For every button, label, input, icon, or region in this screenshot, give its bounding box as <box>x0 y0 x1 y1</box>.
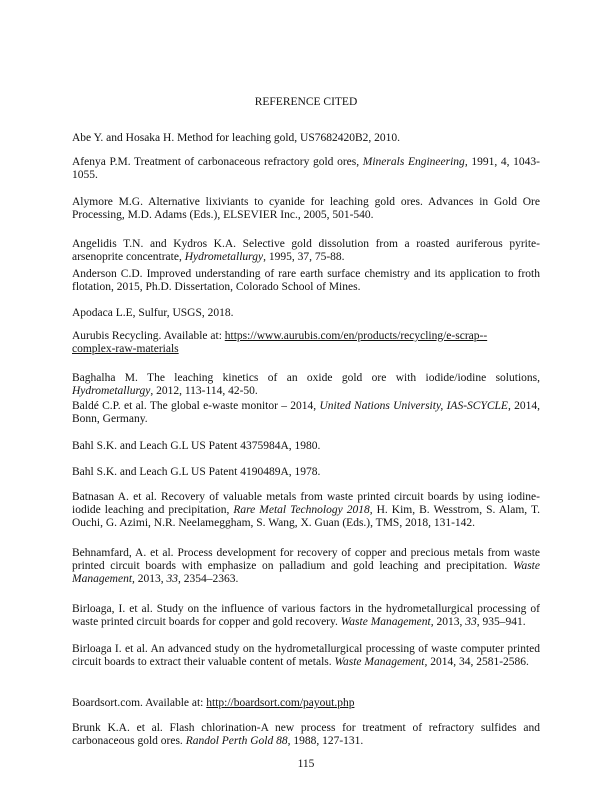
reference-source-italic: Hydrometallurgy <box>184 251 264 263</box>
reference-text: Baghalha M. The leaching kinetics of an oxide gold ore with iodide/iodine solutions, <box>72 372 540 384</box>
reference-text: , 2354–2363. <box>178 573 239 585</box>
reference-source-italic: United Nations University, IAS-SCYCLE <box>319 400 508 412</box>
reference-entry <box>72 156 540 182</box>
reference-text: Anderson C.D. Improved understanding of rare earth surface chemistry and its application to froth flotation, 2015, Ph.D. Dissertation, Colorado School of Mines. <box>72 268 540 293</box>
reference-source-italic: Waste Management, <box>72 560 540 585</box>
reference-text: Angelidis T.N. and Kydros K.A. Selective gold dissolution from a roasted auriferous pyrite-arsenoprite concentrate, <box>72 238 540 263</box>
reference-text: , 2014, Bonn, Germany. <box>72 400 540 425</box>
reference-source-italic: 33 <box>166 573 179 585</box>
reference-text: Afenya P.M. Treatment of carbonaceous refractory gold ores, <box>72 156 363 168</box>
reference-link[interactable]: https://www.aurubis.com/en/products/recycling/e-scrap-- <box>224 330 488 342</box>
reference-source-italic: Waste Management, <box>334 656 428 668</box>
reference-source-italic: 33 <box>465 616 477 628</box>
reference-text: Bahl S.K. and Leach G.L US Patent 4375984A, 1980. <box>72 440 321 452</box>
reference-text: Alymore M.G. Alternative lixiviants to cyanide for leaching gold ores. Advances in Gold Ore Processing, M.D. Adams (Eds.), ELSEVIER Inc., 2005, 501-540. <box>72 196 540 221</box>
reference-entry <box>72 238 540 264</box>
reference-entry <box>72 697 540 710</box>
reference-text: , 1995, 37, 75-88. <box>263 251 345 263</box>
reference-link[interactable]: complex-raw-materials <box>72 343 179 355</box>
reference-entry <box>72 268 540 294</box>
reference-text: , 2012, 113-114, 42-50. <box>150 385 258 397</box>
reference-entry <box>72 196 540 222</box>
reference-text: Abe Y. and Hosaka H. Method for leaching gold, US7682420B2, 2010. <box>72 132 401 144</box>
reference-link[interactable]: http://boardsort.com/payout.php <box>206 697 355 709</box>
reference-entry <box>72 440 540 453</box>
reference-source-italic: Minerals Engineering <box>362 156 465 168</box>
reference-source-italic: Randol Perth Gold 88 <box>185 735 288 747</box>
reference-text: Apodaca L.E, Sulfur, USGS, 2018. <box>72 307 234 319</box>
reference-entry <box>72 722 540 748</box>
reference-text: , 1988, 127-131. <box>287 735 364 747</box>
reference-text: Behnamfard, A. et al. Process development for recovery of copper and precious metals from waste printed circuit boards with emphasize on palladium and gold leaching and precipitation. <box>72 547 540 572</box>
reference-entry <box>72 132 540 145</box>
reference-entry <box>72 372 540 398</box>
reference-entry <box>72 307 540 320</box>
reference-source-italic: Waste Management, <box>340 616 434 628</box>
reference-entry <box>72 643 540 669</box>
reference-text: Aurubis Recycling. Available at: <box>72 330 225 342</box>
reference-entry <box>72 547 540 586</box>
reference-text: Baldé C.P. et al. The global e-waste monitor – 2014, <box>72 400 320 412</box>
reference-entry <box>72 491 540 530</box>
reference-text: , H. Kim, B. Wesstrom, S. Alam, T. Ouchi, G. Azimi, N.R. Neelameggham, S. Wang, X. Guan (Eds.), TMS, 2018, 131-142. <box>72 504 540 529</box>
reference-entry <box>72 603 540 629</box>
reference-text: 2013, <box>134 573 167 585</box>
page-number: 115 <box>297 758 315 770</box>
reference-text: Brunk K.A. et al. Flash chlorination-A new process for treatment of refractory sulfides and carbonaceous gold ores. <box>72 722 540 747</box>
reference-text: Birloaga, I. et al. Study on the influence of various factors in the hydrometallurgical processing of waste printed circuit boards for copper and gold recovery. <box>72 603 540 628</box>
reference-source-italic: Hydrometallurgy <box>72 385 151 397</box>
reference-text: Bahl S.K. and Leach G.L US Patent 4190489A, 1978. <box>72 466 321 478</box>
reference-text: , 935–941. <box>476 616 526 628</box>
reference-text: 2014, 34, 2581-2586. <box>427 656 529 668</box>
reference-text: 2013, <box>433 616 466 628</box>
reference-entry <box>72 330 540 356</box>
reference-entry <box>72 400 540 426</box>
reference-text: Batnasan A. et al. Recovery of valuable metals from waste printed circuit boards by using iodine-iodide leaching and precipitation, <box>72 491 540 516</box>
page-title: REFERENCE CITED <box>254 96 358 108</box>
reference-source-italic: Rare Metal Technology 2018 <box>233 504 370 516</box>
reference-text: , 1991, 4, 1043-1055. <box>72 156 540 181</box>
reference-text: Birloaga I. et al. An advanced study on the hydrometallurgical processing of waste computer printed circuit boards to extract their valuable content of metals. <box>72 643 540 668</box>
reference-entry <box>72 466 540 479</box>
reference-text: Boardsort.com. Available at: <box>72 697 207 709</box>
